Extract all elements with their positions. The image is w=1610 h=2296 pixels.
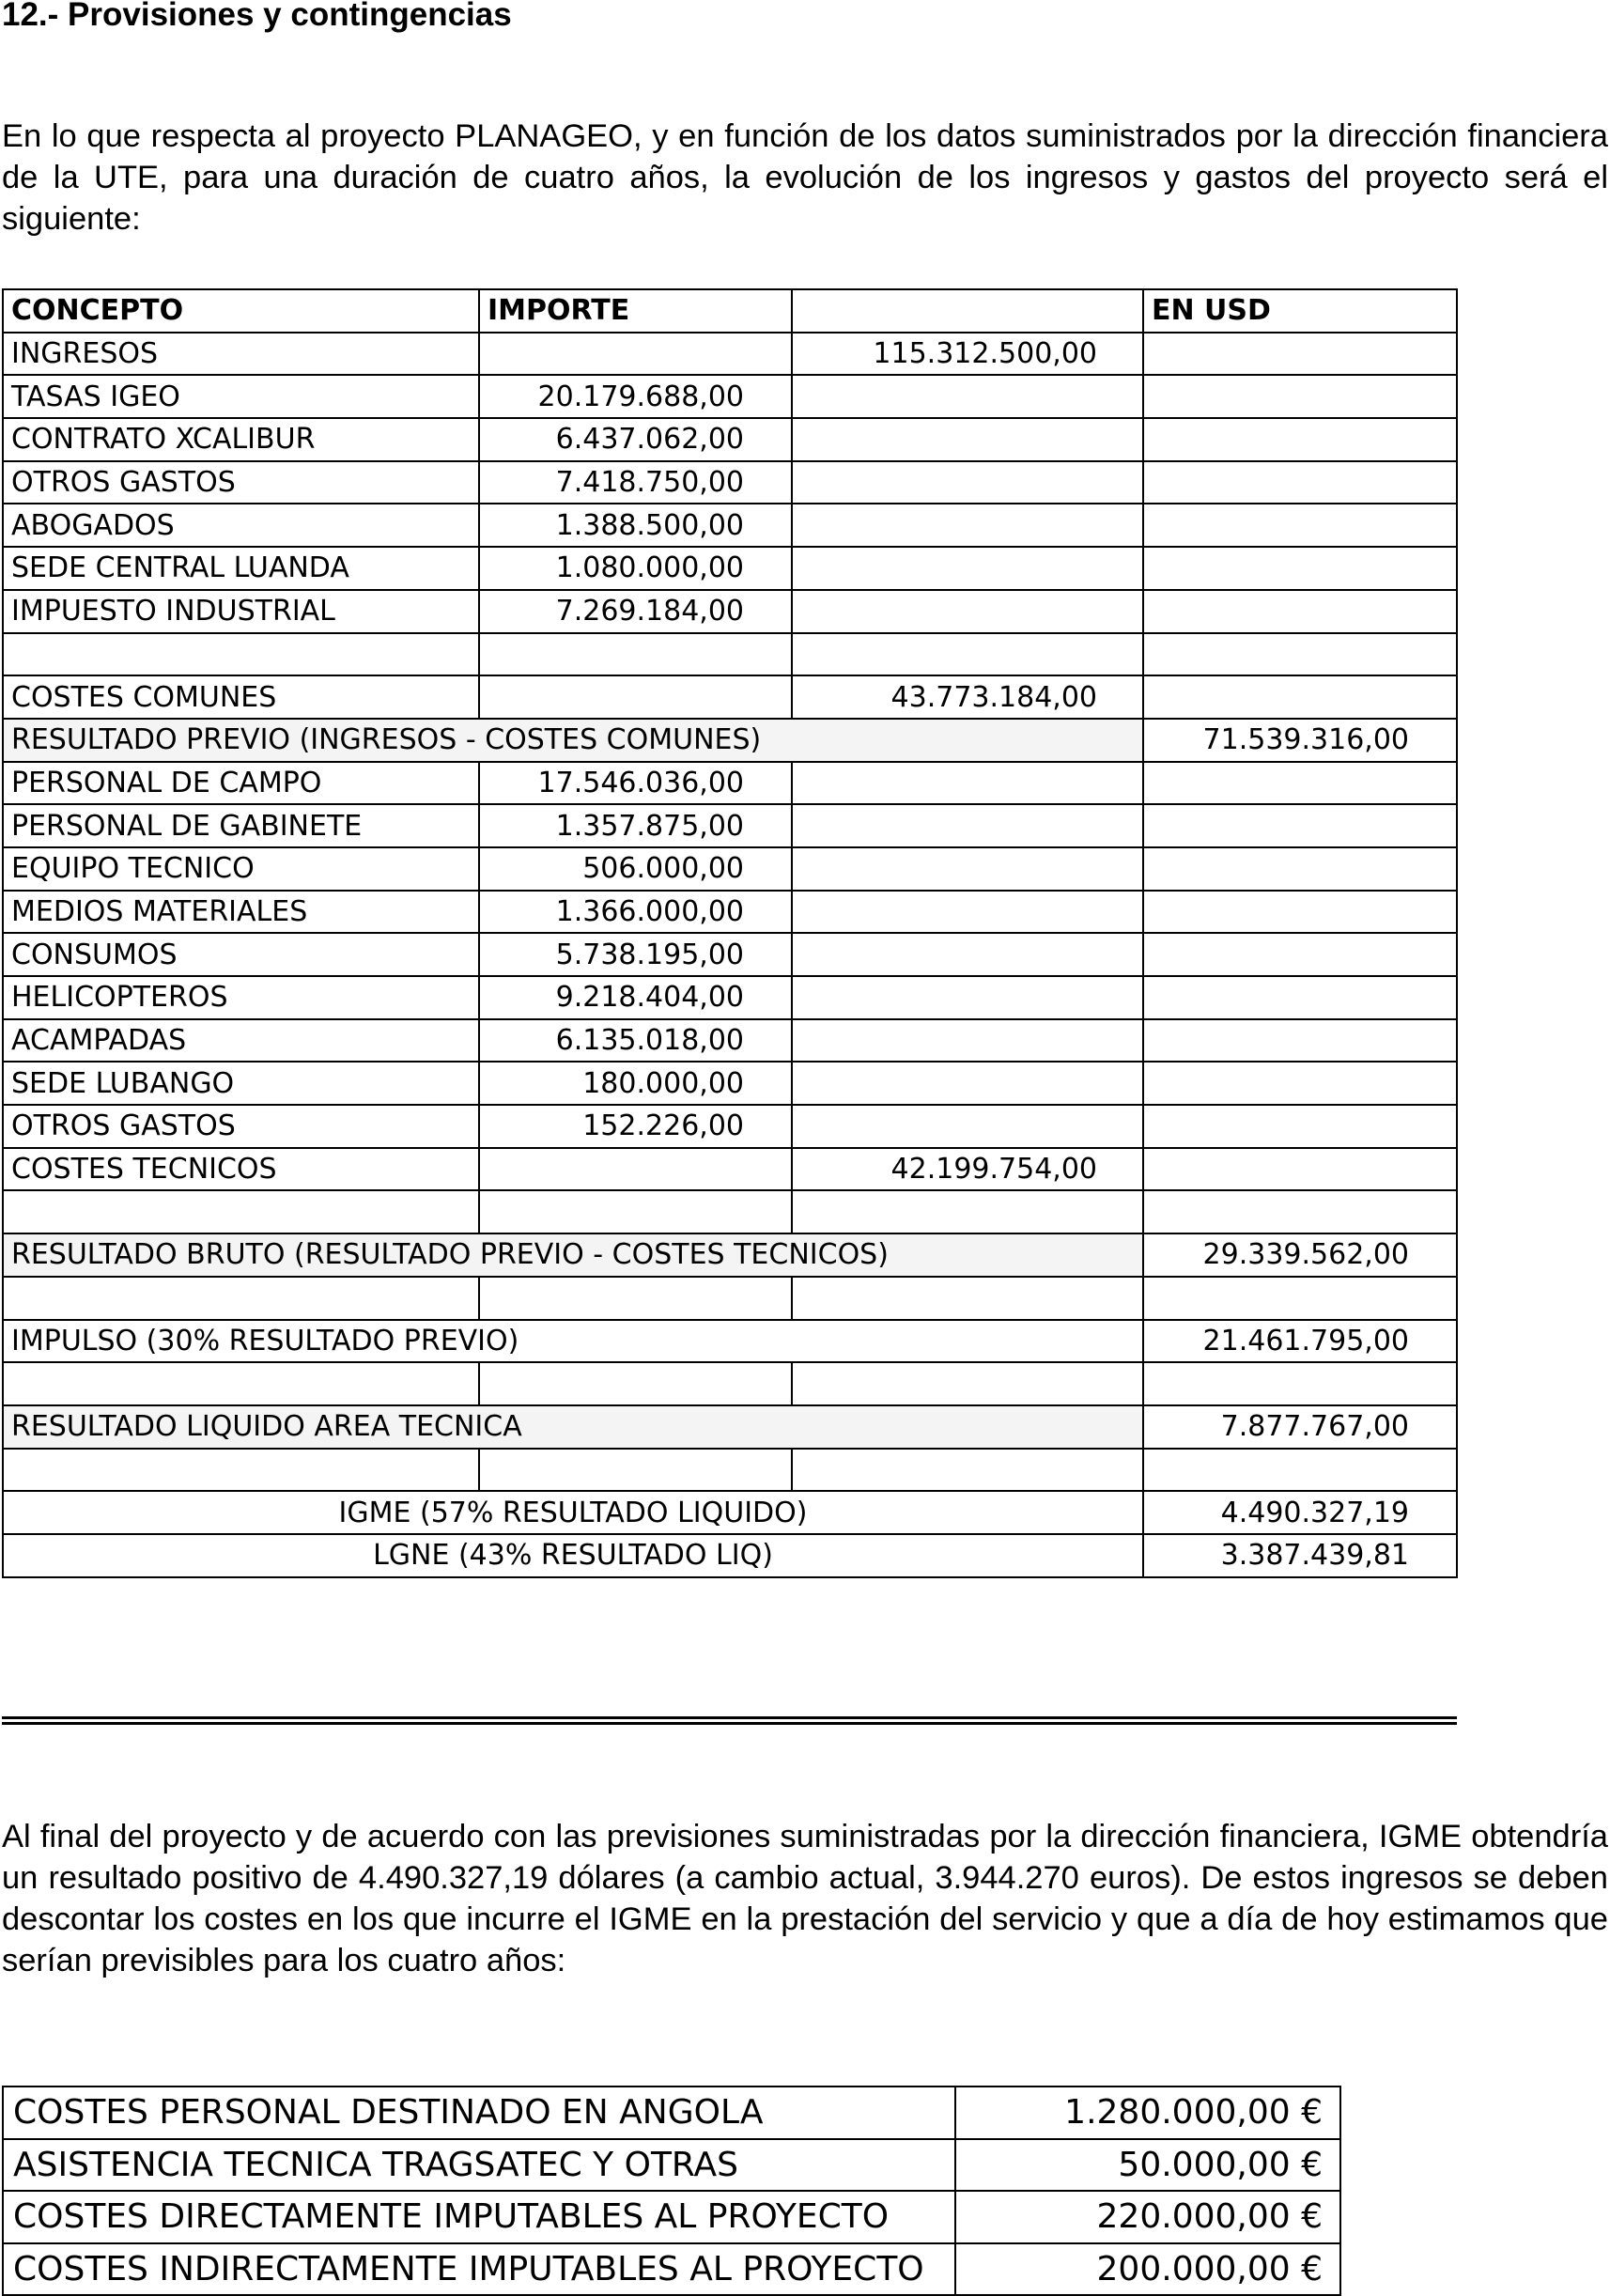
importe-cell: 6.135.018,00: [479, 1019, 792, 1063]
table-row: [3, 2191, 1340, 2243]
subtotal-cell: 42.199.754,00: [792, 1148, 1143, 1191]
concept-cell: SEDE LUBANGO: [3, 1062, 479, 1105]
concept-cell: COSTES TECNICOS: [3, 1148, 479, 1191]
table-row: [3, 1277, 1457, 1320]
table-row: [3, 2087, 1340, 2139]
usd-cell: [1143, 504, 1457, 547]
subtotal-cell: [792, 1105, 1143, 1148]
table-row: [3, 461, 1457, 504]
usd-cell: 7.877.767,00: [1143, 1405, 1457, 1449]
section-heading: 12.- Provisiones y contingencias: [2, 0, 512, 33]
usd-cell: [1143, 1362, 1457, 1405]
concept-cell: [3, 633, 479, 676]
usd-cell: 71.539.316,00: [1143, 719, 1457, 762]
header-en-usd: EN USD: [1143, 289, 1457, 333]
importe-cell: 9.218.404,00: [479, 976, 792, 1019]
concept-cell: [3, 1362, 479, 1405]
importe-cell: 506.000,00: [479, 847, 792, 891]
importe-cell: 17.546.036,00: [479, 762, 792, 805]
subtotal-cell: [792, 375, 1143, 418]
subtotal-cell: [792, 933, 1143, 976]
usd-cell: [1143, 1062, 1457, 1105]
table-row: [3, 804, 1457, 847]
subtotal-cell: [792, 590, 1143, 633]
concept-cell: OTROS GASTOS: [3, 461, 479, 504]
usd-cell: 4.490.327,19: [1143, 1491, 1457, 1534]
concept-cell: [3, 1277, 479, 1320]
concept-cell: [3, 1449, 479, 1492]
concept-cell: ACAMPADAS: [3, 1019, 479, 1063]
concept-cell: PERSONAL DE CAMPO: [3, 762, 479, 805]
usd-cell: 3.387.439,81: [1143, 1534, 1457, 1577]
usd-cell: [1143, 1277, 1457, 1320]
table-row: [3, 933, 1457, 976]
table-row: [3, 633, 1457, 676]
cost-amount-cell: 50.000,00 €: [955, 2139, 1340, 2192]
concept-cell: LGNE (43% RESULTADO LIQ): [3, 1534, 1143, 1577]
table-row: [3, 504, 1457, 547]
table-row: [3, 1190, 1457, 1233]
table-row: [3, 762, 1457, 805]
usd-cell: [1143, 1105, 1457, 1148]
concept-cell: EQUIPO TECNICO: [3, 847, 479, 891]
table-row: [3, 1148, 1457, 1191]
header-concepto: CONCEPTO: [3, 289, 479, 333]
subtotal-cell: [792, 1362, 1143, 1405]
concept-cell: IMPUESTO INDUSTRIAL: [3, 590, 479, 633]
table-header-row: [3, 289, 1457, 333]
usd-cell: [1143, 547, 1457, 590]
table-row: [3, 1449, 1457, 1492]
usd-cell: [1143, 375, 1457, 418]
cost-label-cell: COSTES DIRECTAMENTE IMPUTABLES AL PROYECTO: [3, 2191, 955, 2243]
subtotal-cell: [792, 1190, 1143, 1233]
importe-cell: 1.388.500,00: [479, 504, 792, 547]
usd-cell: [1143, 633, 1457, 676]
table-row: [3, 547, 1457, 590]
usd-cell: [1143, 891, 1457, 934]
usd-cell: [1143, 1190, 1457, 1233]
cost-amount-cell: 220.000,00 €: [955, 2191, 1340, 2243]
table-row: [3, 2139, 1340, 2192]
table-row: [3, 590, 1457, 633]
concept-cell: HELICOPTEROS: [3, 976, 479, 1019]
importe-cell: 1.366.000,00: [479, 891, 792, 934]
concept-cell: RESULTADO BRUTO (RESULTADO PREVIO - COSTES TECNICOS): [3, 1233, 1143, 1277]
concept-cell: INGRESOS: [3, 333, 479, 376]
subtotal-cell: 43.773.184,00: [792, 675, 1143, 719]
intro-paragraph: En lo que respecta al proyecto PLANAGEO, y en función de los datos suministrados por la dirección financiera de la UTE, para una duración de cuatro años, la evolución de los ingresos y gastos del proyecto será el siguiente:: [2, 118, 1608, 237]
table-row-lgne: [3, 1534, 1457, 1577]
importe-cell: 5.738.195,00: [479, 933, 792, 976]
importe-cell: [479, 1362, 792, 1405]
importe-cell: [479, 633, 792, 676]
table-row-resultado-liquido: [3, 1405, 1457, 1449]
subtotal-cell: [792, 1449, 1143, 1492]
usd-cell: [1143, 461, 1457, 504]
cost-amount-cell: 200.000,00 €: [955, 2243, 1340, 2296]
double-underline-divider: [2, 1716, 1457, 1725]
table-row-igme: [3, 1491, 1457, 1534]
importe-cell: 20.179.688,00: [479, 375, 792, 418]
concept-cell: SEDE CENTRAL LUANDA: [3, 547, 479, 590]
conclusion-paragraph: Al final del proyecto y de acuerdo con las previsiones suministradas por la dirección financiera, IGME obtendría un resultado positivo de 4.490.327,19 dólares (a cambio actual, 3.944.270 euros). De estos ingresos se deben descontar los costes en los que incurre el IGME en la prestación del servicio y que a día de hoy estimamos que serían previsibles para los cuatro años:: [2, 1819, 1608, 1978]
importe-cell: [479, 1190, 792, 1233]
usd-cell: [1143, 1148, 1457, 1191]
table-row: [3, 1062, 1457, 1105]
usd-cell: [1143, 762, 1457, 805]
subtotal-cell: [792, 1062, 1143, 1105]
usd-cell: [1143, 675, 1457, 719]
table-row-resultado-bruto: [3, 1233, 1457, 1277]
usd-cell: 21.461.795,00: [1143, 1320, 1457, 1363]
importe-cell: 1.357.875,00: [479, 804, 792, 847]
concept-cell: MEDIOS MATERIALES: [3, 891, 479, 934]
concept-cell: PERSONAL DE GABINETE: [3, 804, 479, 847]
cost-label-cell: COSTES INDIRECTAMENTE IMPUTABLES AL PROYECTO: [3, 2243, 955, 2296]
table-row: [3, 375, 1457, 418]
importe-cell: 7.418.750,00: [479, 461, 792, 504]
concept-cell: OTROS GASTOS: [3, 1105, 479, 1148]
importe-cell: [479, 333, 792, 376]
concept-cell: CONTRATO XCALIBUR: [3, 418, 479, 461]
usd-cell: [1143, 847, 1457, 891]
importe-cell: 180.000,00: [479, 1062, 792, 1105]
concept-cell: IGME (57% RESULTADO LIQUIDO): [3, 1491, 1143, 1534]
concept-cell: CONSUMOS: [3, 933, 479, 976]
usd-cell: [1143, 804, 1457, 847]
header-blank: [792, 289, 1143, 333]
importe-cell: 6.437.062,00: [479, 418, 792, 461]
concept-cell: COSTES COMUNES: [3, 675, 479, 719]
subtotal-cell: [792, 891, 1143, 934]
subtotal-cell: [792, 547, 1143, 590]
importe-cell: 152.226,00: [479, 1105, 792, 1148]
income-expense-table: [2, 288, 1458, 1578]
concept-cell: ABOGADOS: [3, 504, 479, 547]
usd-cell: [1143, 590, 1457, 633]
subtotal-cell: [792, 804, 1143, 847]
igme-costs-table: [2, 2086, 1341, 2296]
importe-cell: 7.269.184,00: [479, 590, 792, 633]
usd-cell: [1143, 933, 1457, 976]
usd-cell: 29.339.562,00: [1143, 1233, 1457, 1277]
concept-cell: IMPULSO (30% RESULTADO PREVIO): [3, 1320, 1143, 1363]
table-row: [3, 847, 1457, 891]
cost-amount-cell: 1.280.000,00 €: [955, 2087, 1340, 2139]
table-row-resultado-previo: [3, 719, 1457, 762]
usd-cell: [1143, 418, 1457, 461]
header-importe: IMPORTE: [479, 289, 792, 333]
subtotal-cell: [792, 1019, 1143, 1063]
subtotal-cell: [792, 461, 1143, 504]
importe-cell: 1.080.000,00: [479, 547, 792, 590]
subtotal-cell: [792, 976, 1143, 1019]
importe-cell: [479, 1277, 792, 1320]
subtotal-cell: 115.312.500,00: [792, 333, 1143, 376]
table-row: [3, 1105, 1457, 1148]
cost-label-cell: ASISTENCIA TECNICA TRAGSATEC Y OTRAS: [3, 2139, 955, 2192]
cost-label-cell: COSTES PERSONAL DESTINADO EN ANGOLA: [3, 2087, 955, 2139]
concept-cell: RESULTADO LIQUIDO AREA TECNICA: [3, 1405, 1143, 1449]
table-row: [3, 2243, 1340, 2296]
table-row: [3, 891, 1457, 934]
table-row: [3, 976, 1457, 1019]
concept-cell: [3, 1190, 479, 1233]
importe-cell: [479, 1148, 792, 1191]
usd-cell: [1143, 1449, 1457, 1492]
importe-cell: [479, 1449, 792, 1492]
table-row: [3, 418, 1457, 461]
subtotal-cell: [792, 418, 1143, 461]
table-row: [3, 675, 1457, 719]
usd-cell: [1143, 333, 1457, 376]
table-row: [3, 1362, 1457, 1405]
subtotal-cell: [792, 762, 1143, 805]
table-row: [3, 333, 1457, 376]
subtotal-cell: [792, 633, 1143, 676]
subtotal-cell: [792, 504, 1143, 547]
subtotal-cell: [792, 1277, 1143, 1320]
usd-cell: [1143, 976, 1457, 1019]
importe-cell: [479, 675, 792, 719]
table-row-impulso: [3, 1320, 1457, 1363]
table-row: [3, 1019, 1457, 1063]
concept-cell: RESULTADO PREVIO (INGRESOS - COSTES COMUNES): [3, 719, 1143, 762]
concept-cell: TASAS IGEO: [3, 375, 479, 418]
subtotal-cell: [792, 847, 1143, 891]
usd-cell: [1143, 1019, 1457, 1063]
